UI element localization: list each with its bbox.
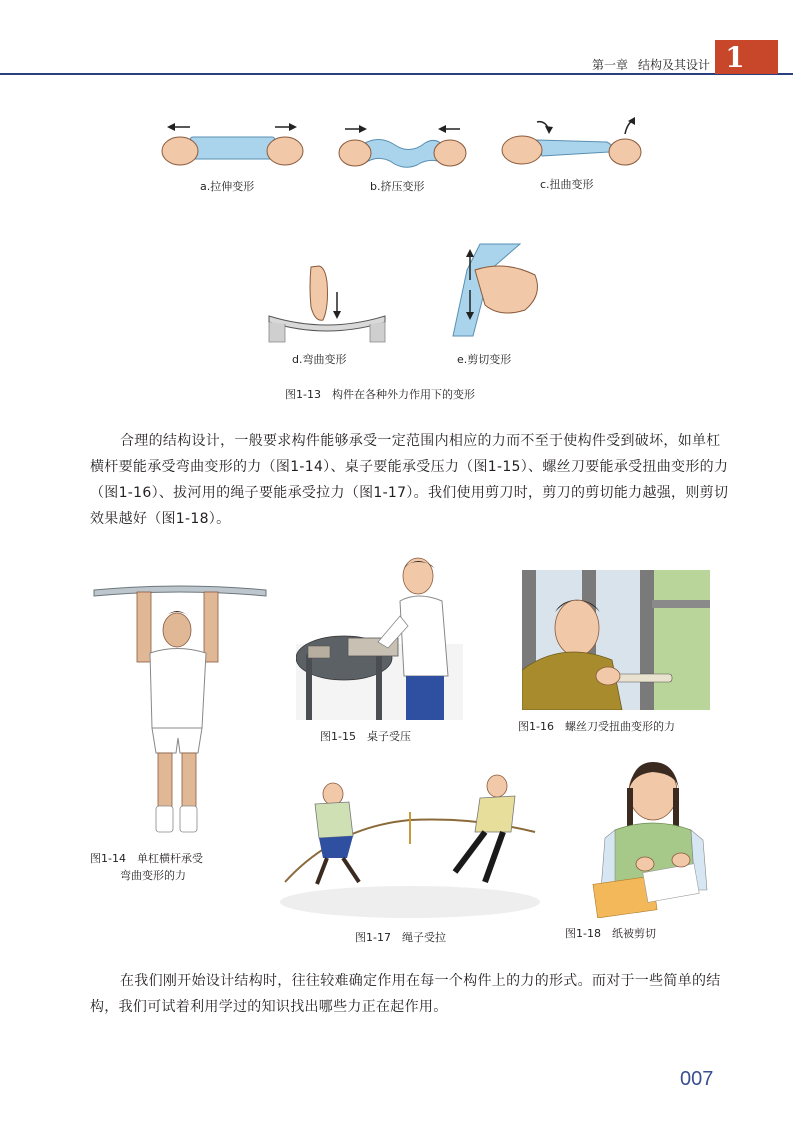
illustration-shear bbox=[445, 240, 545, 340]
panel-label-d: d.弯曲变形 bbox=[292, 353, 347, 366]
header-rule bbox=[0, 73, 793, 75]
illustration-compress bbox=[335, 115, 470, 175]
body-paragraph-1 bbox=[90, 428, 730, 532]
illustration-stretch bbox=[155, 115, 310, 175]
illustration-pull-up-bar bbox=[92, 578, 267, 840]
panel-label-a: a.拉伸变形 bbox=[200, 180, 255, 193]
illustration-twist bbox=[497, 112, 647, 174]
panel-label-e: e.剪切变形 bbox=[457, 353, 512, 366]
panel-label-b: b.挤压变形 bbox=[370, 180, 425, 193]
paragraph-text: 在我们刚开始设计结构时，往往较难确定作用在每一个构件上的力的形式。而对于一些简单的结构，我们可试着利用学过的知识找出哪些力正在起作用。 bbox=[90, 973, 721, 1015]
figure-1-16-caption: 图1-16 螺丝刀受扭曲变形的力 bbox=[518, 720, 675, 733]
page-number: 007 bbox=[680, 1068, 714, 1090]
illustration-tug-of-war bbox=[275, 772, 545, 922]
running-header bbox=[560, 56, 710, 73]
chapter-label: 第一章 bbox=[591, 58, 628, 72]
figure-1-17-caption: 图1-17 绳子受拉 bbox=[355, 931, 446, 944]
figure-1-14-caption: 图1-14 单杠横杆承受 bbox=[90, 852, 203, 865]
figure-1-13-caption: 图1-13 构件在各种外力作用下的变形 bbox=[285, 388, 475, 401]
illustration-paper-cutting bbox=[585, 760, 720, 918]
illustration-table-pressure bbox=[296, 556, 463, 720]
paragraph-text: 合理的结构设计，一般要求构件能够承受一定范围内相应的力而不至于使构件受到破坏，如单杠横杆要能承受弯曲变形的力（图1-14）、桌子要能承受压力（图1-15）、螺丝刀要能承受扭曲变形的力（图1-16）、拔河用的绳子要能承受拉力（图1-17）。我们使用剪刀时，剪刀的剪切能力越强，则剪切效果越好（图1-18）。 bbox=[90, 433, 729, 527]
body-paragraph-2 bbox=[90, 968, 730, 1020]
chapter-number: 1 bbox=[725, 41, 745, 74]
panel-label-c: c.扭曲变形 bbox=[540, 178, 594, 191]
illustration-bend bbox=[265, 262, 390, 344]
illustration-screwdriver-twist bbox=[522, 570, 710, 710]
chapter-title: 结构及其设计 bbox=[637, 58, 710, 72]
figure-1-18-caption: 图1-18 纸被剪切 bbox=[565, 927, 656, 940]
figure-1-15-caption: 图1-15 桌子受压 bbox=[320, 730, 411, 743]
figure-1-14-caption-line2: 弯曲变形的力 bbox=[120, 869, 186, 882]
